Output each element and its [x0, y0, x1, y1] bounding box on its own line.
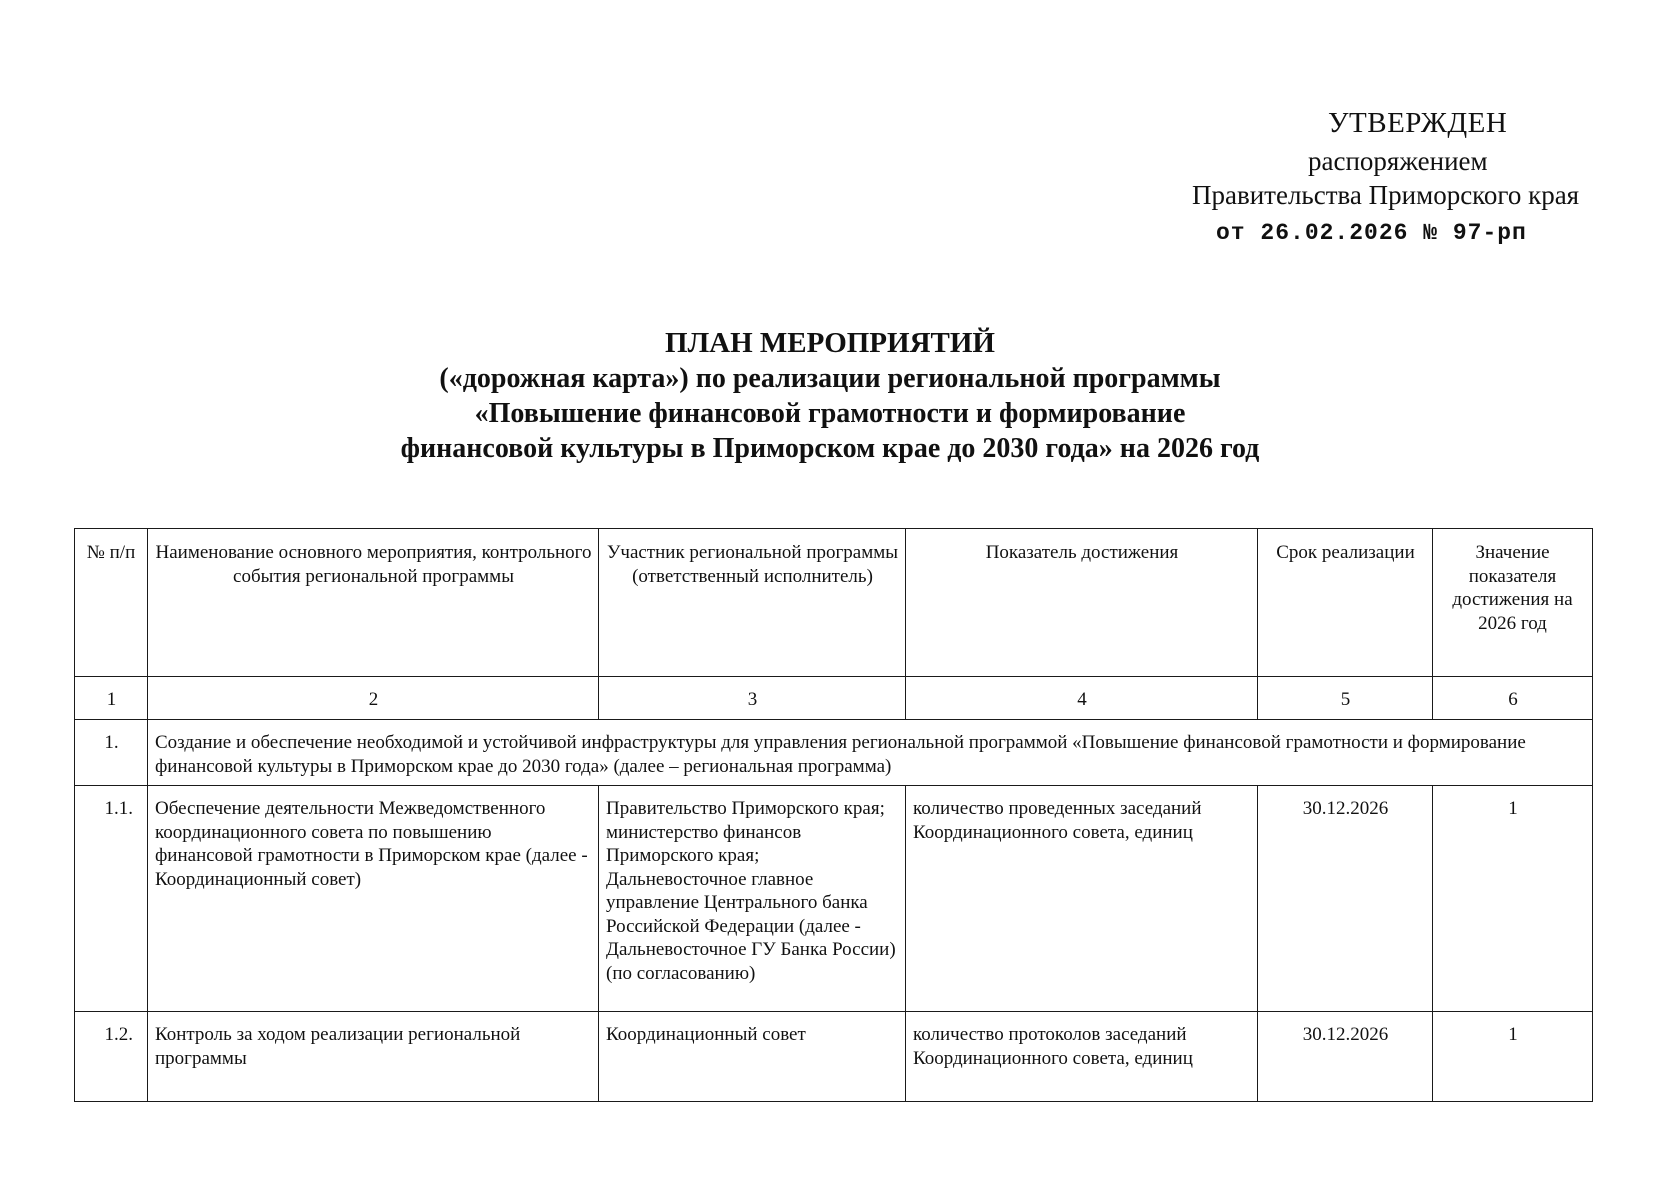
row-indicator: количество протоколов заседаний Координационного совета, единиц [906, 1012, 1258, 1102]
title-line-4: финансовой культуры в Приморском крае до 2030 года» на 2026 год [400, 433, 1260, 464]
row-activity: Обеспечение деятельности Межведомственного координационного совета по повышению финансовой грамотности в Приморском крае (далее - Координационный совет) [148, 786, 599, 1012]
row-deadline: 30.12.2026 [1258, 786, 1433, 1012]
title-line-1: ПЛАН МЕРОПРИЯТИЙ [665, 327, 995, 359]
column-numbers-row [75, 677, 1593, 720]
header-number: № п/п [75, 529, 148, 677]
header-deadline: Срок реализации [1258, 529, 1433, 677]
header-participant: Участник региональной программы (ответственный исполнитель) [599, 529, 906, 677]
row-value: 1 [1433, 786, 1593, 1012]
header-activity: Наименование основного мероприятия, контрольного события региональной программы [148, 529, 599, 677]
column-number-6: 6 [1433, 677, 1593, 720]
section-number: 1. [75, 720, 148, 786]
table-row [75, 786, 1593, 1012]
section-row [75, 720, 1593, 786]
title-line-2: («дорожная карта») по реализации региональной программы [439, 363, 1221, 394]
row-deadline: 30.12.2026 [1258, 1012, 1433, 1102]
row-activity: Контроль за ходом реализации региональной программы [148, 1012, 599, 1102]
order-date-number: от 26.02.2026 № 97-рп [1216, 220, 1527, 246]
column-number-3: 3 [599, 677, 906, 720]
header-value: Значение показателя достижения на 2026 год [1433, 529, 1593, 677]
row-indicator: количество проведенных заседаний Координационного совета, единиц [906, 786, 1258, 1012]
approving-authority: Правительства Приморского края [1192, 180, 1580, 210]
column-number-4: 4 [906, 677, 1258, 720]
column-number-1: 1 [75, 677, 148, 720]
row-participant: Правительство Приморского края; министерство финансов Приморского края; Дальневосточное главное управление Центрального банка Российской Федерации (далее - Дальневосточное ГУ Банка России) (по согласованию) [599, 786, 906, 1012]
row-value: 1 [1433, 1012, 1593, 1102]
section-title: Создание и обеспечение необходимой и устойчивой инфраструктуры для управления региональной программой «Повышение финансовой грамотности и формирование финансовой культуры в Приморском крае до 2030 года» (далее – региональная программа) [148, 720, 1593, 786]
row-participant: Координационный совет [599, 1012, 906, 1102]
title-line-3: «Повышение финансовой грамотности и формирование [474, 398, 1186, 429]
document-title [0, 326, 1678, 466]
action-plan-table [74, 528, 1593, 1102]
table-header-row [75, 529, 1593, 677]
table-row [75, 1012, 1593, 1102]
approved-stamp-text: УТВЕРЖДЕН [1328, 107, 1508, 139]
header-indicator: Показатель достижения [906, 529, 1258, 677]
column-number-2: 2 [148, 677, 599, 720]
approved-by-order-text: распоряжением [1308, 146, 1488, 176]
row-number: 1.1. [75, 786, 148, 1012]
row-number: 1.2. [75, 1012, 148, 1102]
column-number-5: 5 [1258, 677, 1433, 720]
